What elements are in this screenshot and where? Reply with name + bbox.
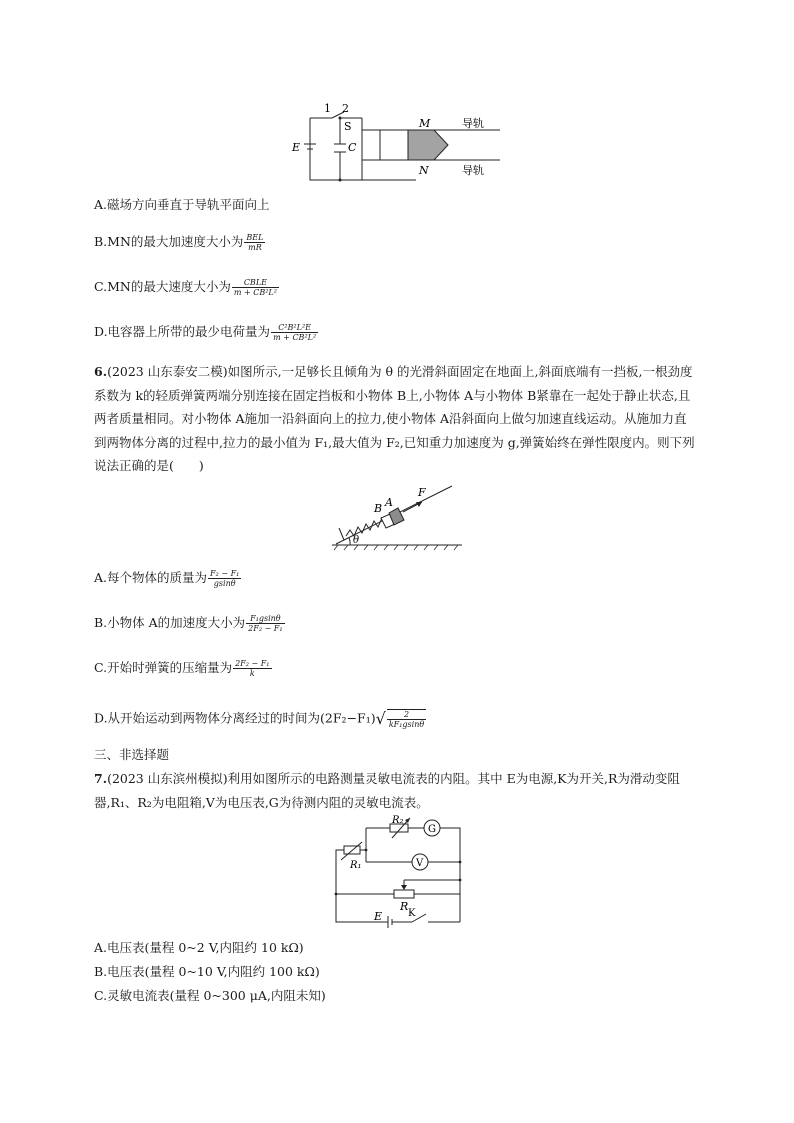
rail-label-bottom: 导轨 bbox=[462, 164, 484, 177]
q5-option-d: D.电容器上所带的最少电荷量为 $\frac{\text{C²B²L²E}}{\text{m + CB²L²}}$ bbox=[94, 323, 317, 342]
q6-option-b: B.小物体 A的加速度大小为 $\frac{\text{F₁gsinθ}}{\text{2F₂ − F₁}}$ bbox=[94, 614, 283, 633]
label-S: S bbox=[344, 120, 352, 133]
label-C: C bbox=[348, 141, 357, 154]
galvanometer-circuit-figure bbox=[328, 814, 468, 928]
q5-option-b: B.MN的最大加速度大小为 $\frac{\text{BEL}}{mR}$ bbox=[94, 233, 264, 252]
fig-label-V: V bbox=[416, 858, 424, 869]
label-1: 1 bbox=[324, 102, 331, 115]
fig-label-R1: R₁ bbox=[350, 860, 362, 871]
q6-option-d: D.从开始运动到两物体分离经过的时间为(2F₂−F₁)√ $\frac{2}{\text{kF₁gsinθ}}$ bbox=[94, 709, 425, 729]
label-2: 2 bbox=[342, 102, 349, 115]
q5-option-a: A.磁场方向垂直于导轨平面向上 bbox=[94, 197, 270, 212]
q7-stem: 7.(2023 山东滨州模拟)利用如图所示的电路测量灵敏电流表的内阻。其中 E为电源,K为开关,R为滑动变阻器,R₁、R₂为电阻箱,V为电压表,G为待测内阻的灵敏电流表。 bbox=[94, 771, 680, 810]
fig-label-theta: θ bbox=[353, 535, 360, 546]
q6-option-c: C.开始时弹簧的压缩量为 $\frac{\text{2F₂ − F₁}}{k}$ bbox=[94, 659, 270, 678]
rail-label-top: 导轨 bbox=[462, 117, 484, 130]
q5-option-c: C.MN的最大速度大小为 $\frac{\text{CBLE}}{\text{m + CB²L²}}$ bbox=[94, 278, 277, 297]
fig-label-K: K bbox=[408, 908, 416, 919]
fig-label-G: G bbox=[428, 824, 436, 835]
fig-label-E: E bbox=[374, 910, 383, 923]
q6-option-a: A.每个物体的质量为 $\frac{\text{F₂ − F₁}}{gsin\theta}$ bbox=[94, 569, 240, 588]
label-E: E bbox=[292, 141, 301, 154]
q7-option-a: A.电压表(量程 0~2 V,内阻约 10 kΩ) bbox=[94, 940, 304, 955]
incline-spring-figure bbox=[330, 480, 465, 552]
label-N: N bbox=[419, 164, 429, 177]
fig-label-B: B bbox=[374, 502, 383, 515]
q7-option-c: C.灵敏电流表(量程 0~300 μA,内阻未知) bbox=[94, 988, 326, 1003]
fig-label-F: F bbox=[418, 486, 426, 499]
section-title: 三、非选择题 bbox=[94, 747, 170, 762]
fig-label-A: A bbox=[385, 496, 393, 509]
q7-option-b: B.电压表(量程 0~10 V,内阻约 100 kΩ) bbox=[94, 964, 320, 979]
sqrt-symbol: √ $\frac{2}{\text{kF₁gsinθ}}$ bbox=[375, 709, 425, 729]
capacitor-rail-circuit-figure bbox=[288, 100, 508, 184]
label-M: M bbox=[419, 117, 431, 130]
fig-label-R2: R₂ bbox=[392, 815, 404, 826]
fig-label-R: R bbox=[400, 900, 409, 913]
q6-stem: 6.(2023 山东泰安二模)如图所示,一足够长且倾角为 θ 的光滑斜面固定在地面上,斜面底端有一挡板,一根劲度系数为 k的轻质弹簧两端分别连接在固定挡板和小物体 B上,小物体 A与小物体 B紧靠在一起处于静止状态,且两者质量相同。对小物体 A施加一沿斜面向上的拉力,使小物体 A沿斜面向上做匀加速直线运动。从施加力直到两物体分离的过程中,拉力的最小值为 F₁,最大值为 F₂,已知重力加速度为 g,弹簧始终在弹性限度内。则下列说法正确的是( ) bbox=[94, 364, 695, 473]
